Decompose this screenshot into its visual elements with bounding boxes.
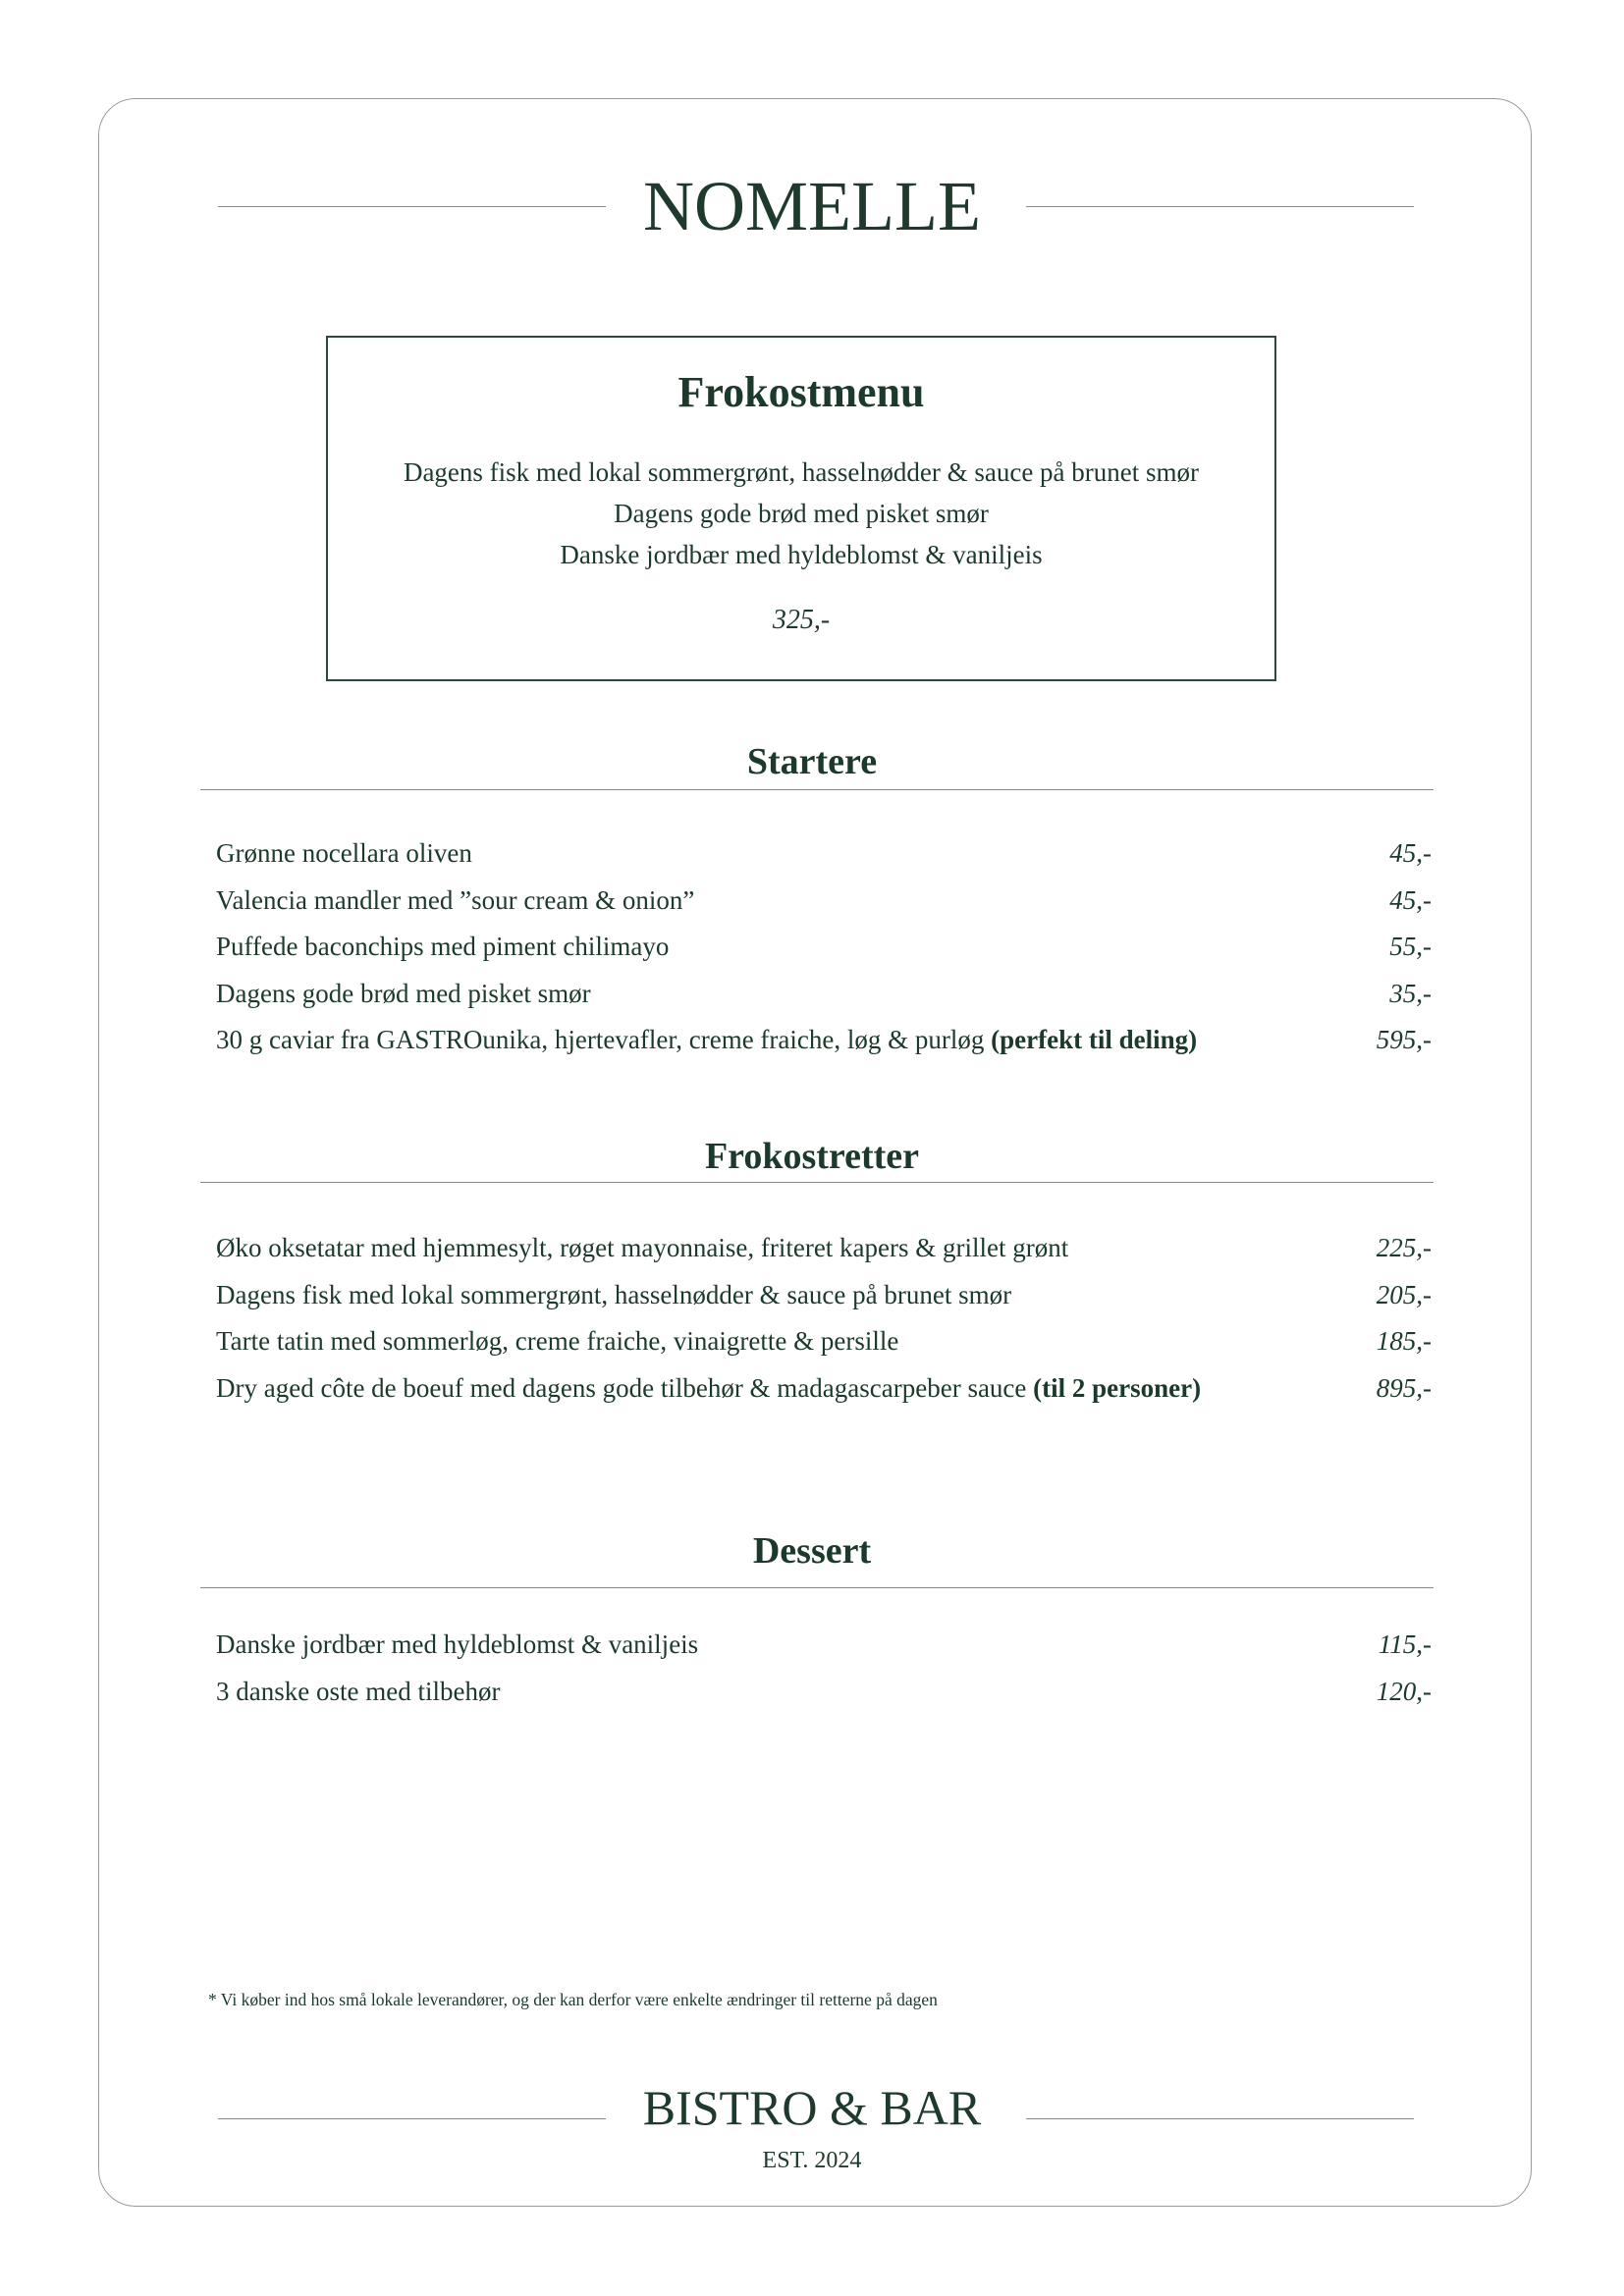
item-name-wrap	[216, 830, 472, 878]
lunch-menu-price: 325,-	[772, 605, 831, 635]
menu-item	[216, 1017, 1432, 1064]
section-title-mains: Frokostretter	[704, 1136, 920, 1177]
section-rule-dessert	[200, 1587, 1434, 1588]
item-name: Dry aged côte de boeuf med dagens gode tilbehør & madagascarpeber sauce	[216, 1372, 1027, 1403]
item-name: Dagens gode brød med pisket smør	[216, 978, 591, 1008]
item-name-wrap	[216, 1225, 1068, 1272]
item-name: Øko oksetatar med hjemmesylt, røget mayonnaise, friteret kapers & grillet grønt	[216, 1233, 1069, 1262]
item-name: Danske jordbær med hyldeblomst & vaniljeis	[216, 1629, 699, 1659]
lunch-menu-title: Frokostmenu	[677, 368, 925, 416]
item-price: 595,-	[1376, 1025, 1432, 1054]
item-price: 45,-	[1389, 884, 1432, 915]
menu-item	[216, 1622, 1432, 1669]
item-name: Valencia mandler med ”sour cream & onion”	[216, 884, 695, 915]
item-name-wrap	[216, 1669, 500, 1716]
item-name-wrap	[216, 971, 591, 1018]
menu-item	[216, 1318, 1432, 1365]
menu-item	[216, 1225, 1432, 1272]
item-price: 225,-	[1376, 1233, 1432, 1262]
lunch-menu-item: Dagens gode brød med pisket smør	[614, 499, 989, 528]
item-name: Tarte tatin med sommerløg, creme fraiche, vinaigrette & persille	[216, 1326, 899, 1356]
item-price: 115,-	[1378, 1629, 1432, 1659]
footer-title: BISTRO & BAR	[642, 2080, 982, 2135]
menu-item	[216, 1365, 1432, 1413]
restaurant-name: NOMELLE	[643, 167, 981, 245]
item-price: 35,-	[1389, 978, 1432, 1008]
item-name: Puffede baconchips med piment chilimayo	[216, 932, 670, 961]
lunch-menu-box	[326, 336, 1276, 681]
section-rule-mains	[200, 1182, 1434, 1183]
item-price: 205,-	[1376, 1279, 1432, 1309]
lunch-menu-item: Dagens fisk med lokal sommergrønt, hasselnødder & sauce på brunet smør	[403, 457, 1200, 487]
menu-item	[216, 1669, 1432, 1716]
mains-list	[216, 1225, 1432, 1412]
menu-item	[216, 830, 1432, 878]
item-name-wrap	[216, 1622, 698, 1669]
menu-item	[216, 878, 1432, 925]
section-title-starters: Startere	[746, 741, 878, 782]
item-price: 120,-	[1376, 1676, 1432, 1706]
menu-item	[216, 1272, 1432, 1319]
section-title-dessert: Dessert	[752, 1530, 872, 1572]
item-name-wrap	[216, 878, 694, 925]
item-name-wrap	[216, 1017, 1197, 1064]
item-name: Dagens fisk med lokal sommergrønt, hasselnødder & sauce på brunet smør	[216, 1279, 1012, 1309]
item-name-wrap	[216, 1318, 898, 1365]
item-price: 185,-	[1376, 1326, 1432, 1356]
lunch-menu-item: Danske jordbær med hyldeblomst & vaniljeis	[560, 540, 1043, 569]
item-price: 45,-	[1389, 838, 1432, 868]
lunch-menu-items	[328, 452, 1274, 575]
footnote: * Vi køber ind hos små lokale leverandører, og der kan derfor være enkelte ændringer til retterne på dagen	[208, 1990, 938, 2009]
item-price: 895,-	[1376, 1372, 1432, 1403]
item-name-wrap	[216, 1272, 1011, 1319]
item-name: 30 g caviar fra GASTROunika, hjertevafler, creme fraiche, løg & purløg	[216, 1025, 985, 1054]
item-note: (til 2 personer)	[1033, 1372, 1202, 1403]
item-name-wrap	[216, 924, 669, 971]
starters-list	[216, 830, 1432, 1064]
item-name: Grønne nocellara oliven	[216, 838, 472, 868]
item-price: 55,-	[1389, 932, 1432, 961]
dessert-list	[216, 1622, 1432, 1715]
item-name-wrap	[216, 1365, 1201, 1413]
menu-item	[216, 924, 1432, 971]
item-name: 3 danske oste med tilbehør	[216, 1676, 501, 1706]
footer-established: EST. 2024	[762, 2148, 862, 2173]
section-rule-starters	[200, 789, 1434, 790]
menu-item	[216, 971, 1432, 1018]
item-note: (perfekt til deling)	[991, 1025, 1198, 1054]
